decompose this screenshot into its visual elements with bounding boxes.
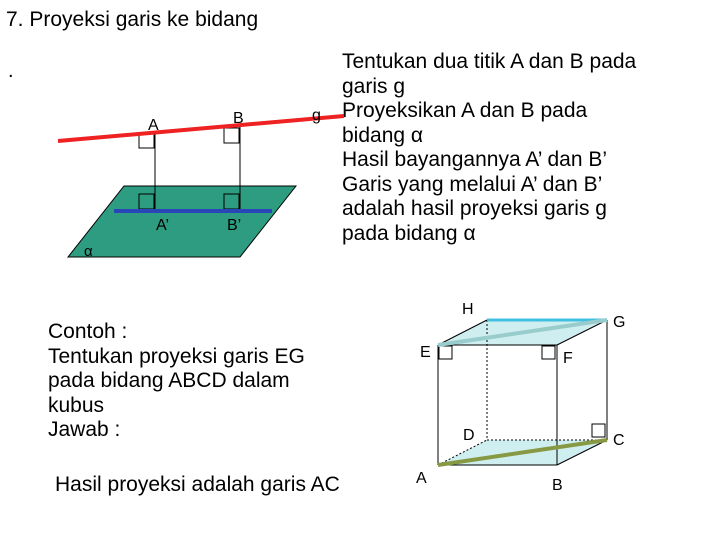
example-line: pada bidang ABCD dalam xyxy=(48,369,290,392)
line-g xyxy=(58,116,344,141)
cube-label-h: H xyxy=(462,301,474,318)
right-angle-mark-f xyxy=(542,346,555,359)
example-line: Contoh : xyxy=(48,320,128,343)
label-b: B xyxy=(233,110,244,127)
plane-alpha xyxy=(68,186,296,257)
example-result: Hasil proyeksi adalah garis AC xyxy=(55,473,340,496)
cube-label-d: D xyxy=(463,427,475,444)
example-line: Tentukan proyeksi garis EG xyxy=(48,344,305,368)
explanation-line: Tentukan dua titik A dan B pada xyxy=(342,50,637,73)
stray-mark: . xyxy=(8,60,14,82)
cube-label-g: G xyxy=(613,314,626,331)
explanation-line: adalah hasil proyeksi garis g xyxy=(342,197,607,220)
cube-diagram xyxy=(416,301,625,494)
cube-label-a: A xyxy=(416,470,427,487)
cube-label-c: C xyxy=(613,432,625,449)
label-g: g xyxy=(312,107,321,124)
label-b-prime: B’ xyxy=(227,217,242,234)
cube-label-b: B xyxy=(552,477,563,494)
example-line: kubus xyxy=(48,393,105,417)
projection-diagram xyxy=(58,107,344,260)
cube-label-f: F xyxy=(563,350,573,367)
explanation-line: pada bidang α xyxy=(342,221,476,245)
slide-title: 7. Proyeksi garis ke bidang xyxy=(6,8,259,31)
right-angle-mark-b xyxy=(224,128,239,143)
explanation-line: Proyeksikan A dan B pada xyxy=(342,99,588,122)
explanation-line: Garis yang melalui A’ dan B’ xyxy=(342,172,603,196)
label-alpha: α xyxy=(84,243,93,260)
explanation-line: bidang α xyxy=(342,123,424,147)
example-line: Jawab : xyxy=(48,418,121,441)
right-angle-mark-e xyxy=(439,346,452,359)
explanation-line: garis g xyxy=(342,74,406,98)
cube-label-e: E xyxy=(420,344,431,361)
explanation-line: Hasil bayangannya A’ dan B’ xyxy=(342,148,608,171)
right-angle-mark-c xyxy=(592,424,605,437)
label-a-prime: A’ xyxy=(156,217,170,234)
label-a: A xyxy=(148,117,159,134)
